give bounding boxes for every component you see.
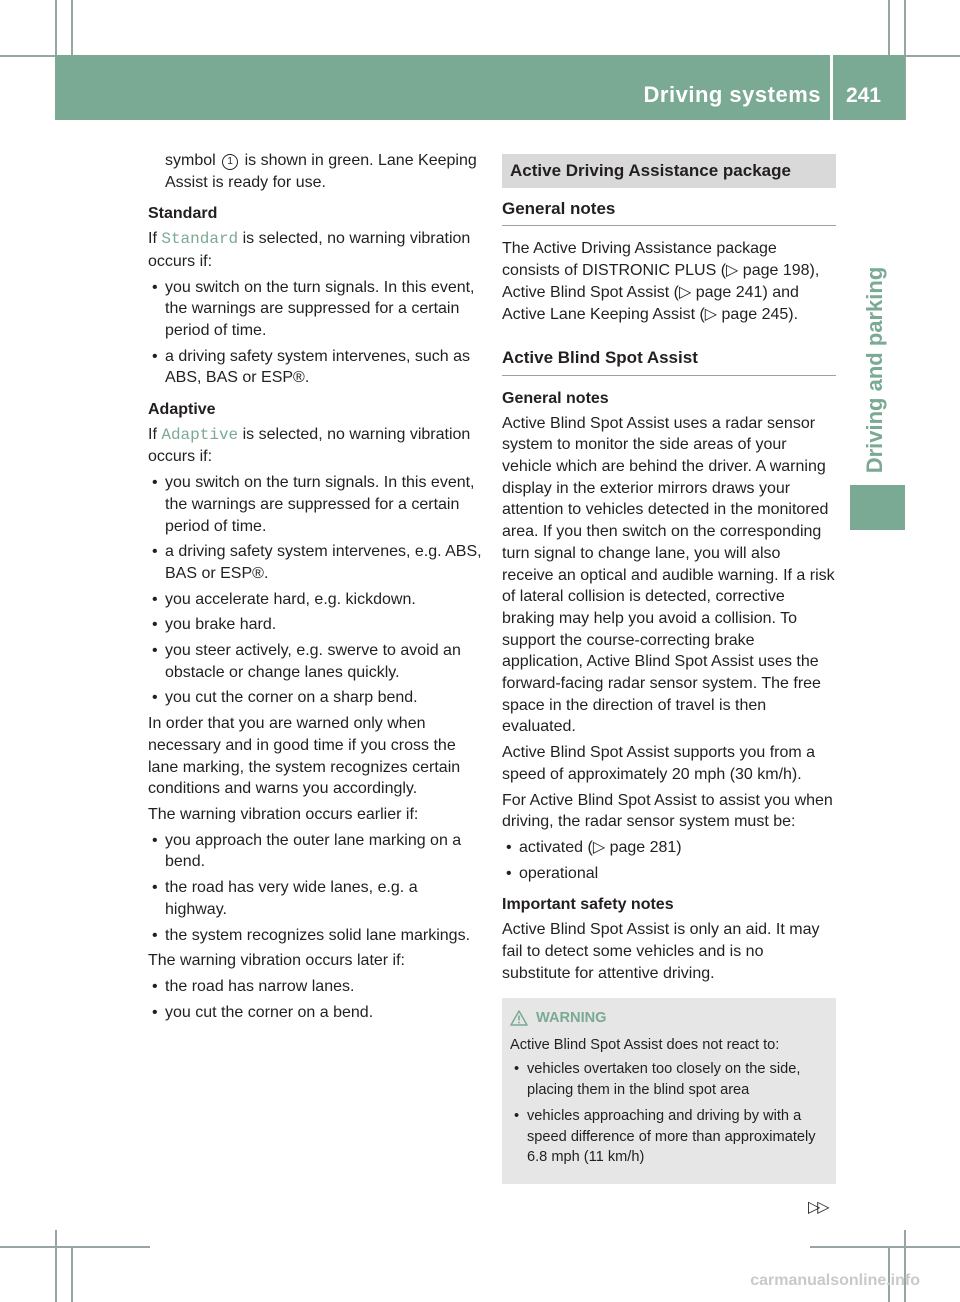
warning-label: WARNING [536,1010,607,1027]
list-item: • you accelerate hard, e.g. kickdown. [148,589,483,611]
adaptive-paragraph: If Adaptive is selected, no warning vibration occurs if: [148,425,471,466]
paragraph: The warning vibration occurs later if: [148,952,405,970]
crop-mark [55,1230,57,1302]
crop-mark [904,1230,906,1302]
crop-mark [0,1246,150,1248]
list-item: • a driving safety system intervenes, such as ABS, BAS or ESP®. [148,346,483,389]
callout-number-icon: 1 [222,154,238,170]
warning-triangle-icon [510,1010,528,1026]
safety-heading: Important safety notes [502,896,674,914]
warning-header [510,1008,828,1029]
standard-paragraph: If Standard is selected, no warning vibration occurs if: [148,230,471,270]
crop-mark [810,1246,960,1248]
adaptive-heading: Adaptive [148,401,216,419]
continued-marker: ▷▷ [808,1199,827,1216]
general-notes-heading: General notes [502,389,609,407]
crop-mark [71,0,73,55]
paragraph: In order that you are warned only when necessary and in good time if you cross the lane marking, the system recognizes certain conditions and warns you accordingly. [148,715,461,798]
standard-heading: Standard [148,205,218,223]
list-item: • vehicles approaching and driving by with a speed difference of more than approximately 6.8 mph (11 km/h) [510,1106,828,1168]
crop-mark [71,1246,73,1302]
list-item: • you switch on the turn signals. In this event, the warnings are suppressed for a certain period of time. [148,277,483,342]
side-tab-label: Driving and parking [862,266,887,474]
warning-intro: Active Blind Spot Assist does not react to: [510,1036,780,1053]
warning-box [502,998,836,1184]
list-item: • activated (▷ page 281) [502,837,836,859]
list-item: • a driving safety system intervenes, e.g. ABS, BAS or ESP®. [148,541,483,584]
section-title: Driving systems [643,82,821,107]
page-number: 241 [845,84,881,107]
paragraph: Active Blind Spot Assist supports you from a speed of approximately 20 mph (30 km/h). [502,744,816,783]
header-bar [55,55,905,120]
list-item: • the road has very wide lanes, e.g. a highway. [148,877,483,920]
watermark: carmanualsonline.info [750,1272,920,1289]
paragraph: The Active Driving Assistance package consists of DISTRONIC PLUS (▷ page 198), Active Blind Spot Assist (▷ page 241) and Active Lane Keeping Assist (▷ page 245). [502,240,820,323]
header-separator [830,55,833,120]
subsection-heading: General notes [502,188,836,227]
list-item: • the road has narrow lanes. [148,976,483,998]
list-item: • the system recognizes solid lane markings. [148,925,483,947]
paragraph: Active Blind Spot Assist uses a radar sensor system to monitor the side areas of your vehicle which are behind the driver. A warning display in the exterior mirrors draws your attention to vehicles detected in the monitored area. If you then switch on the corresponding turn signal to change lane, you will also receive an optical and audible warning. If a risk of lateral collision is detected, corrective braking may help you avoid a collision. To support the course-correcting brake application, Active Blind Spot Assist uses the forward-facing radar sensor system. The free space in the direction of travel is then evaluated. [502,414,835,736]
crop-mark [888,0,890,55]
list-item: • you steer actively, e.g. swerve to avoid an obstacle or change lanes quickly. [148,640,483,683]
list-item: • vehicles overtaken too closely on the side, placing them in the blind spot area [510,1059,828,1100]
list-item: • operational [502,863,836,885]
section-heading: Active Driving Assistance package [502,154,836,188]
list-item: • you cut the corner on a bend. [148,1002,483,1024]
paragraph: Active Blind Spot Assist is only an aid. It may fail to detect some vehicles and is no substitute for attentive driving. [502,921,820,982]
left-column [148,150,483,1027]
paragraph: For Active Blind Spot Assist to assist you when driving, the radar sensor system must be: [502,791,833,831]
right-column [502,150,836,1184]
list-item: • you switch on the turn signals. In this event, the warnings are suppressed for a certain period of time. [148,472,483,537]
intro-paragraph: symbol 1 is shown in green. Lane Keeping Assist is ready for use. [165,152,477,191]
list-item: • you cut the corner on a sharp bend. [148,687,483,709]
list-item: • you brake hard. [148,614,483,636]
subsection-heading: Active Blind Spot Assist [502,337,836,376]
paragraph: The warning vibration occurs earlier if: [148,805,419,823]
display-code: Adaptive [161,425,239,444]
side-tab-marker [850,485,905,530]
list-item: • you approach the outer lane marking on a bend. [148,830,483,873]
display-code: Standard [161,230,239,249]
